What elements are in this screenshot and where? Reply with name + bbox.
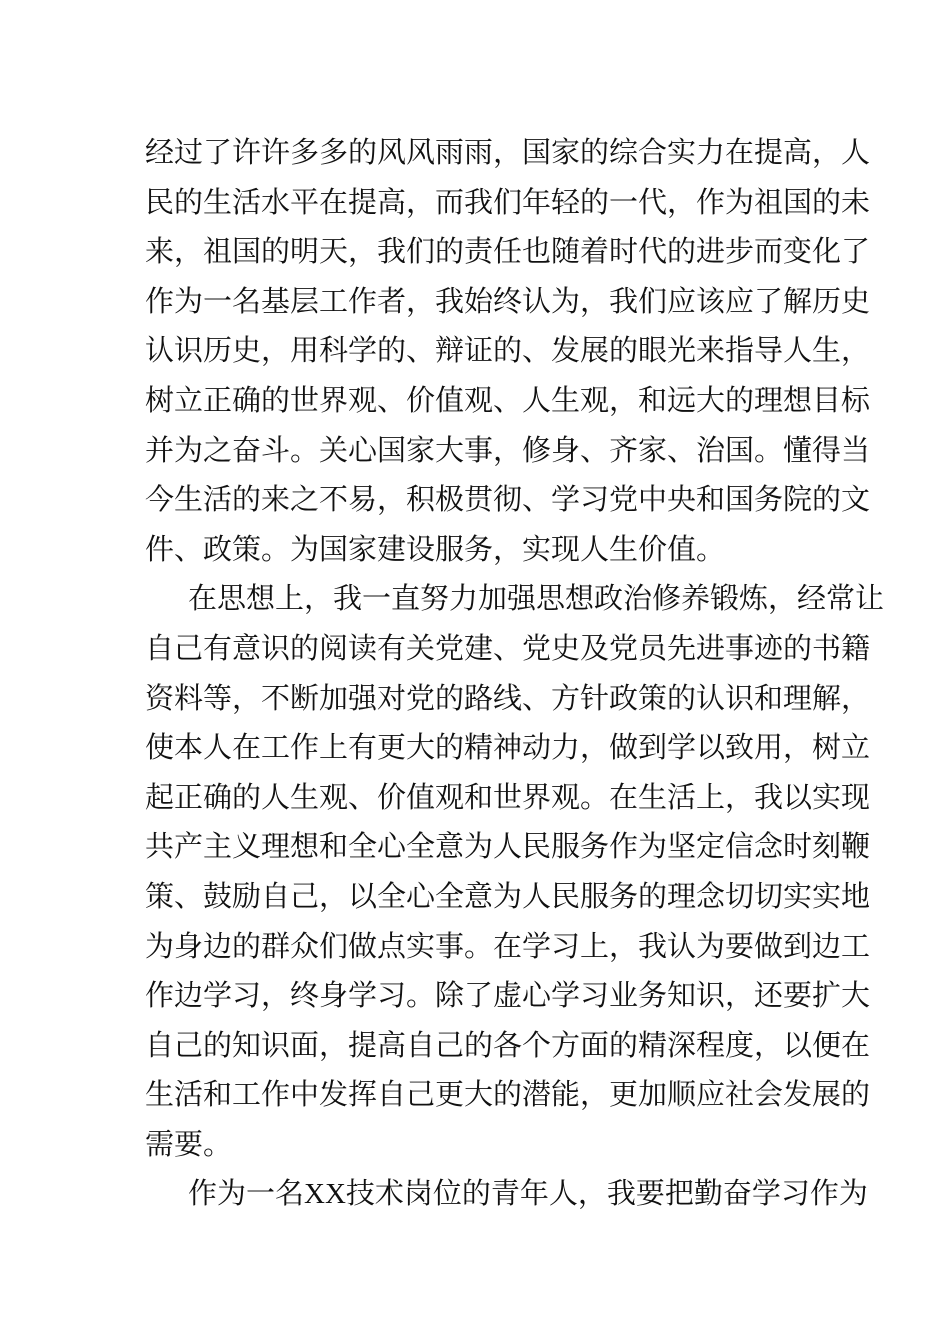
paragraph-first-line	[145, 1169, 868, 1219]
text-line: 经过了许许多多的风风雨雨，国家的综合实力在提高，人	[145, 135, 871, 169]
document-body-text	[145, 128, 885, 1219]
text-line: 民的生活水平在提高，而我们年轻的一代，作为祖国的未	[145, 184, 871, 219]
text-line: 为身边的群众们做点实事。在学习上，我认为要做到边工	[145, 928, 871, 963]
text-line: 并为之奋斗。关心国家大事，修身、齐家、治国。懂得当	[145, 432, 871, 467]
text-line: 作为一名基层工作者，我始终认为，我们应该应了解历史	[145, 283, 871, 318]
text-line: 今生活的来之不易，积极贯彻、学习党中央和国务院的文	[145, 482, 871, 517]
text-line: 需要。	[145, 1126, 233, 1161]
text-line: 自己的知识面，提高自己的各个方面的精深程度，以便在	[145, 1027, 871, 1062]
text-segment: 技术岗位的青年人，我要把勤奋学习作为	[345, 1176, 868, 1211]
paragraph-first-line: 在思想上，我一直努力加强思想政治修养锻炼，经常让	[188, 581, 885, 616]
text-line: 自己有意识的阅读有关党建、党史及党员先进事迹的书籍	[145, 630, 871, 665]
text-line: 来，祖国的明天，我们的责任也随着时代的进步而变化了	[145, 234, 871, 269]
text-line: 生活和工作中发挥自己更大的潜能，更加顺应社会发展的	[145, 1077, 871, 1112]
text-line: 共产主义理想和全心全意为人民服务作为坚定信念时刻鞭	[145, 829, 871, 864]
text-segment: 作为一名	[188, 1176, 305, 1211]
text-line: 件、政策。为国家建设服务，实现人生价值。	[145, 531, 726, 566]
text-line: 起正确的人生观、价值观和世界观。在生活上，我以实现	[145, 779, 871, 814]
text-line: 策、鼓励自己，以全心全意为人民服务的理念切切实实地	[145, 878, 871, 913]
text-line: 资料等，不断加强对党的路线、方针政策的认识和理解，	[145, 680, 871, 715]
text-line: 使本人在工作上有更大的精神动力，做到学以致用，树立	[145, 730, 871, 765]
text-line: 认识历史，用科学的、辩证的、发展的眼光来指导人生，	[145, 333, 871, 368]
text-segment-latin: XX	[304, 1178, 346, 1211]
text-line: 作边学习，终身学习。除了虚心学习业务知识，还要扩大	[145, 978, 871, 1013]
text-line: 树立正确的世界观、价值观、人生观，和远大的理想目标	[145, 382, 871, 417]
